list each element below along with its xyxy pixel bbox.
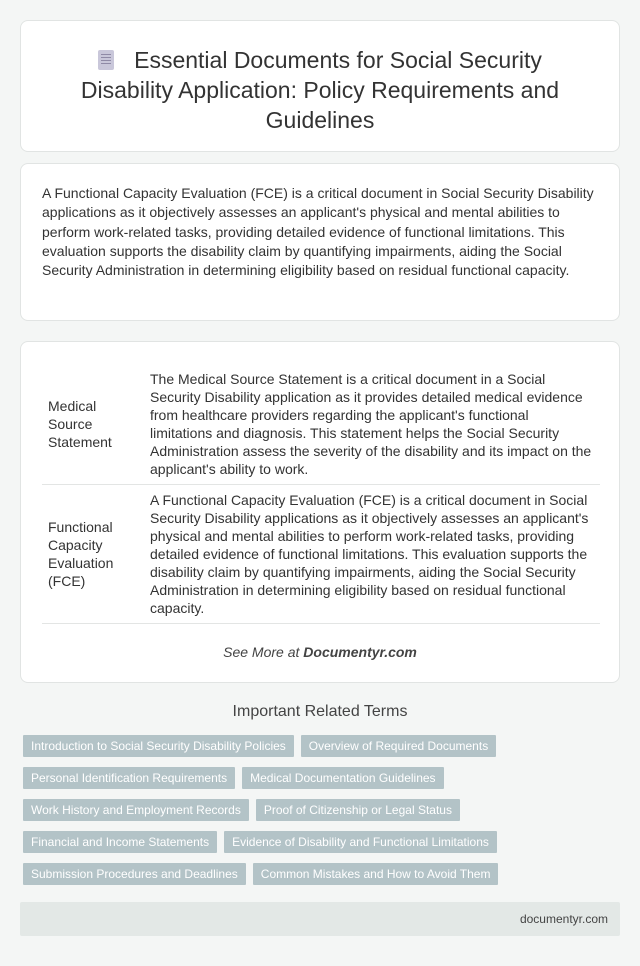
related-term-tag[interactable]: Common Mistakes and How to Avoid Them — [253, 863, 499, 885]
tag-row — [23, 735, 623, 757]
footer — [20, 902, 620, 936]
related-term-tag[interactable]: Personal Identification Requirements — [23, 767, 235, 789]
related-terms-title: Important Related Terms — [232, 703, 408, 720]
table-description: The Medical Source Statement is a critical document in a Social Security Disability application as it provides detailed medical evidence from healthcare providers regarding the applicant's functional limitations and diagnosis. This statement helps the Social Security Administration assess the severity of the disability and its impact on the applicant's ability to work. — [142, 364, 600, 485]
documents-table — [42, 364, 600, 624]
related-term-tag[interactable]: Proof of Citizenship or Legal Status — [256, 799, 460, 821]
summary-text: A Functional Capacity Evaluation (FCE) is a critical document in Social Security Disability applications as it objectively assesses an applicant's physical and mental abilities to perform work-related tasks, providing detailed evidence of functional limitations. This evaluation supports the disability claim by quantifying impairments, aiding the Social Security Administration in determining eligibility based on residual functional capacity. — [42, 185, 594, 279]
page-title — [61, 45, 579, 135]
related-term-tag[interactable]: Introduction to Social Security Disability Policies — [23, 735, 294, 757]
see-more-site: Documentyr.com — [303, 644, 417, 660]
related-term-tag[interactable]: Submission Procedures and Deadlines — [23, 863, 246, 885]
see-more-link[interactable] — [21, 644, 619, 660]
tag-row — [23, 799, 623, 821]
tag-row — [23, 767, 623, 789]
documents-table-card — [20, 341, 620, 683]
tag-row — [23, 831, 623, 853]
table-term: Functional Capacity Evaluation (FCE) — [42, 485, 142, 624]
related-term-tag[interactable]: Overview of Required Documents — [301, 735, 496, 757]
tag-row — [23, 863, 623, 885]
table-term: Medical Source Statement — [42, 364, 142, 485]
footer-site-link[interactable]: documentyr.com — [519, 912, 608, 926]
related-term-tag[interactable]: Evidence of Disability and Functional Limitations — [224, 831, 497, 853]
summary-card — [20, 163, 620, 321]
related-term-tag[interactable]: Medical Documentation Guidelines — [242, 767, 443, 789]
table-description: A Functional Capacity Evaluation (FCE) is a critical document in Social Security Disability applications as it objectively assesses an applicant's physical and mental abilities to perform work-related tasks, providing detailed evidence of functional limitations. This evaluation supports the disability claim by quantifying impairments, aiding the Social Security Administration in determining eligibility based on residual functional capacity. — [142, 485, 600, 624]
table-row — [42, 364, 600, 485]
related-terms-tags — [23, 735, 623, 895]
see-more-prefix: See More at — [223, 644, 304, 660]
page-title-text: Essential Documents for Social Security Disability Application: Policy Requirements and Guidelines — [80, 47, 560, 133]
title-card — [20, 20, 620, 152]
document-icon — [98, 50, 114, 70]
related-term-tag[interactable]: Financial and Income Statements — [23, 831, 217, 853]
table-row — [42, 485, 600, 624]
related-term-tag[interactable]: Work History and Employment Records — [23, 799, 249, 821]
